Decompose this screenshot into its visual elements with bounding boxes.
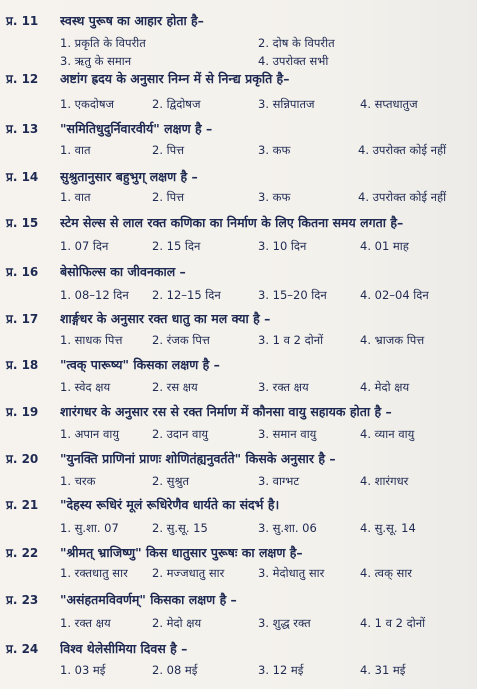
option-4: 4. 02–04 दिन [360, 288, 429, 302]
option-4: 4. उपरोक्त कोई नहीं [358, 190, 447, 204]
question-text: बेसोफिल्स का जीवनकाल – [60, 264, 186, 279]
question-text: "देहस्य रूधिरं मूलं रूधिरेणैव धार्यते का संदर्भ है। [60, 497, 280, 512]
option-1: 1. रक्त क्षय [60, 616, 111, 630]
question-number: प्र. 14 [6, 170, 39, 184]
option-3: 3. मेदोधातु सार [258, 566, 325, 580]
option-4: 4. 01 माह [360, 239, 409, 253]
option-4: 4. सप्तधातुज [360, 97, 418, 111]
option-4: 4. सु.सू. 14 [360, 521, 416, 535]
question-text: शारंगधर के अनुसार रस से रक्त निर्माण में कौनसा वायु सहायक होता है – [60, 404, 392, 419]
option-4: 4. मेदो क्षय [360, 380, 410, 394]
question-text: "असंहतमविवर्णम्" किसका लक्षण है – [60, 592, 237, 607]
option-4: 4. शारंगधर [360, 474, 409, 488]
question-number: प्र. 13 [6, 122, 39, 136]
option-2: 2. रंजक पित्त [152, 333, 210, 347]
question-number: प्र. 20 [6, 452, 39, 466]
option-2: 2. मेदो क्षय [152, 616, 202, 630]
option-3: 3. 12 मई [258, 663, 304, 677]
option-1: 1. साधक पित्त [60, 333, 123, 347]
question-text: स्वस्थ पुरूष का आहार होता है– [60, 13, 204, 28]
question-text: "त्वक् पारूष्य" किसका लक्षण है – [60, 357, 220, 372]
option-4: 4. व्यान वायु [360, 427, 415, 441]
question-number: प्र. 15 [6, 216, 39, 230]
option-2: 2. द्विदोषज [152, 97, 201, 111]
option-2: 2. दोष के विपरीत [258, 36, 335, 50]
question-number: प्र. 24 [6, 642, 39, 656]
option-3: 3. 15–20 दिन [258, 288, 327, 302]
question-text: अष्टांग ह्रदय के अनुसार निम्न में से निन्द्य प्रकृति है– [60, 71, 290, 86]
question-number: प्र. 17 [6, 312, 39, 326]
option-2: 2. पित्त [152, 190, 185, 204]
option-1: 1. स्वेद क्षय [60, 380, 111, 394]
option-1: 1. एकदोषज [60, 97, 115, 111]
question-text: "समितिधुदुर्निवारवीर्य" लक्षण है – [60, 121, 213, 136]
option-1: 1. अपान वायु [60, 427, 120, 441]
option-2: 2. 08 मई [152, 663, 198, 677]
question-text: शार्ङ्गधर के अनुसार रक्त धातु का मल क्या है – [60, 311, 271, 326]
option-2: 2. सु.सू. 15 [152, 521, 208, 535]
question-number: प्र. 21 [6, 498, 39, 512]
option-1: 1. वात [60, 190, 91, 204]
option-3: 3. समान वायु [258, 427, 317, 441]
option-1: 1. वात [60, 143, 91, 157]
option-2: 2. मज्जधातु सार [152, 566, 225, 580]
option-3: 3. शुद्ध रक्त [258, 616, 311, 630]
option-3: 3. ऋतु के समान [60, 54, 132, 68]
question-text: सुश्रुतानुसार बहुभुग् लक्षण है – [60, 169, 198, 184]
question-number: प्र. 23 [6, 593, 39, 607]
question-number: प्र. 19 [6, 405, 39, 419]
option-2: 2. उदान वायु [152, 427, 209, 441]
option-2: 2. 15 दिन [152, 239, 201, 253]
option-3: 3. कफ [258, 190, 291, 204]
question-text: विश्व थेलेसीमिया दिवस है – [60, 641, 188, 656]
option-1: 1. प्रकृति के विपरीत [60, 36, 146, 50]
option-3: 3. कफ [258, 143, 291, 157]
option-4: 4. 31 मई [360, 663, 406, 677]
question-number: प्र. 16 [6, 265, 39, 279]
question-text: "युनक्ति प्राणिनां प्राणः शोणितंह्यनुवर्तते" किसके अनुसार है – [60, 451, 336, 466]
option-1: 1. 08–12 दिन [60, 288, 129, 302]
option-2: 2. पित्त [152, 143, 185, 157]
option-4: 4. भ्राजक पित्त [360, 333, 425, 347]
option-4: 4. त्वक् सार [360, 566, 413, 580]
option-1: 1. रक्तधातु सार [60, 566, 128, 580]
question-number: प्र. 11 [6, 14, 39, 28]
option-1: 1. सु.शा. 07 [60, 521, 119, 535]
option-3: 3. रक्त क्षय [258, 380, 309, 394]
option-2: 2. सुश्रुत [152, 474, 190, 488]
question-number: प्र. 12 [6, 72, 39, 86]
option-4: 4. 1 व 2 दोनों [360, 616, 426, 630]
option-1: 1. चरक [60, 474, 96, 488]
option-2: 2. 12–15 दिन [152, 288, 221, 302]
option-4: 4. उपरोक्त सभी [258, 54, 329, 68]
option-3: 3. सु.शा. 06 [258, 521, 317, 535]
option-3: 3. 1 व 2 दोनों [258, 333, 324, 347]
question-number: प्र. 22 [6, 546, 39, 560]
question-text: "श्रीमत् भ्राजिष्णु" किस धातुसार पुरूषः का लक्षण है– [60, 545, 303, 560]
question-text: स्टेम सेल्स से लाल रक्त कणिका का निर्माण के लिए कितना समय लगता है– [60, 215, 404, 230]
question-number: प्र. 18 [6, 358, 39, 372]
option-2: 2. रस क्षय [152, 380, 198, 394]
option-3: 3. वाग्भट [258, 474, 300, 488]
option-3: 3. 10 दिन [258, 239, 307, 253]
option-1: 1. 07 दिन [60, 239, 109, 253]
option-1: 1. 03 मई [60, 663, 106, 677]
option-3: 3. सन्निपातज [258, 97, 315, 111]
option-4: 4. उपरोक्त कोई नहीं [358, 143, 447, 157]
